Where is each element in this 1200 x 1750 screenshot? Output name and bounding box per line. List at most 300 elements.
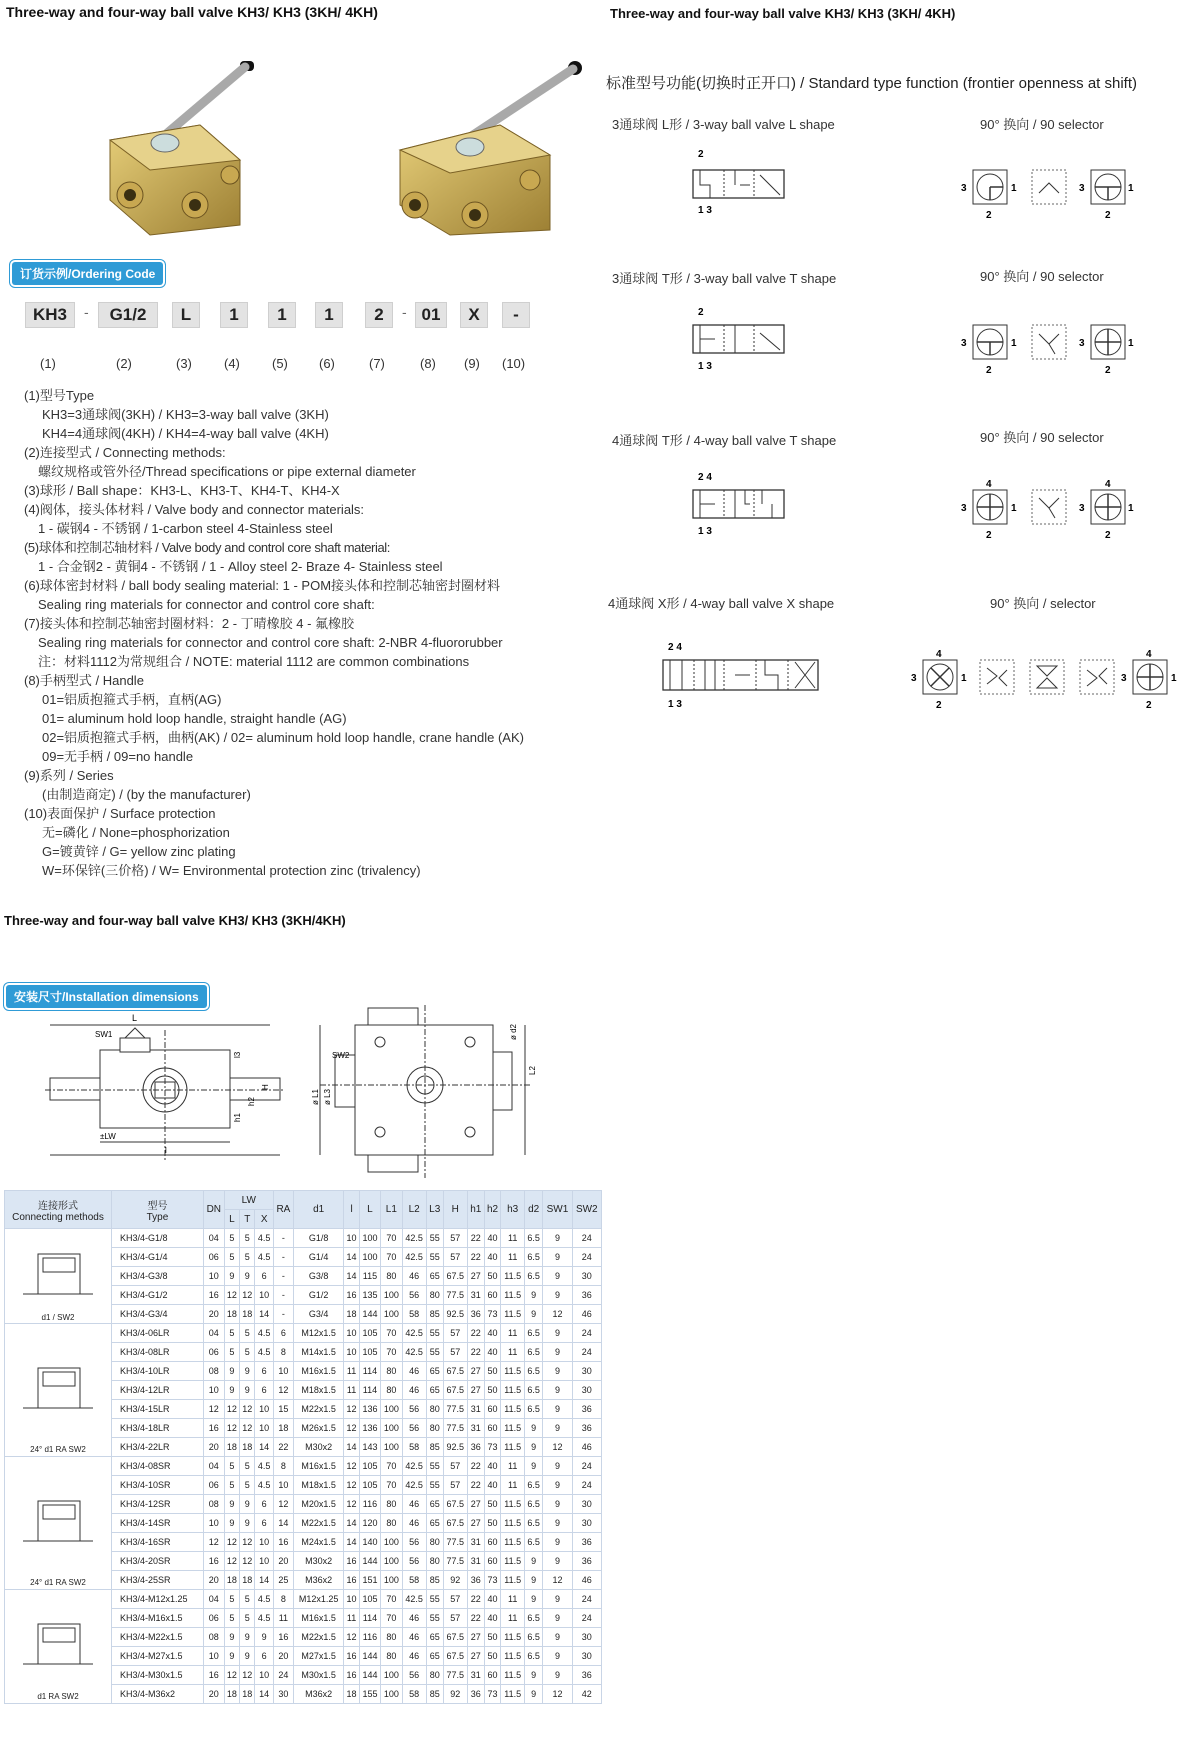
table-cell: 9 xyxy=(543,1628,572,1647)
table-cell: 6 xyxy=(255,1362,273,1381)
table-cell: 57 xyxy=(443,1229,467,1248)
table-cell: 140 xyxy=(359,1533,380,1552)
table-cell: M16x1.5 xyxy=(293,1362,343,1381)
selector-symbol-3t xyxy=(955,320,1135,380)
table-cell: 11 xyxy=(344,1609,359,1628)
type-cell: KH3/4-16SR xyxy=(112,1533,204,1552)
table-cell: 12 xyxy=(543,1685,572,1704)
table-cell: 31 xyxy=(467,1533,484,1552)
table-cell: 46 xyxy=(572,1305,601,1324)
table-cell: M18x1.5 xyxy=(293,1476,343,1495)
table-cell: M18x1.5 xyxy=(293,1381,343,1400)
table-cell: 4.5 xyxy=(255,1590,273,1609)
col-header: L3 xyxy=(426,1191,443,1229)
table-cell: 9 xyxy=(543,1362,572,1381)
svg-text:3: 3 xyxy=(961,503,967,514)
table-cell: 46 xyxy=(572,1571,601,1590)
svg-text:1: 1 xyxy=(1011,183,1017,194)
code-connection: G1/2 xyxy=(98,302,158,328)
table-cell: 6.5 xyxy=(524,1229,542,1248)
col-header: SW2 xyxy=(572,1191,601,1229)
table-cell: 4.5 xyxy=(255,1229,273,1248)
table-cell: 65 xyxy=(426,1381,443,1400)
table-cell: 60 xyxy=(484,1552,501,1571)
function-selector: 90° 换向 / 90 selector xyxy=(980,117,1104,132)
table-cell: 114 xyxy=(359,1362,380,1381)
valve-photo-3way xyxy=(90,55,280,245)
table-cell: 85 xyxy=(426,1438,443,1457)
table-cell: 77.5 xyxy=(443,1533,467,1552)
note-line: Sealing ring materials for connector and control core shaft: xyxy=(38,597,375,612)
type-cell: KH3/4-G1/4 xyxy=(112,1248,204,1267)
section2-title: Three-way and four-way ball valve KH3/ KH3 (3KH/4KH) xyxy=(4,913,346,928)
table-cell: 5 xyxy=(224,1343,239,1362)
table-cell: 6.5 xyxy=(524,1343,542,1362)
table-cell: 42.5 xyxy=(402,1229,426,1248)
dim-label: H xyxy=(261,1084,270,1090)
table-cell: 22 xyxy=(467,1476,484,1495)
code-number: (5) xyxy=(272,356,288,371)
table-cell: 24 xyxy=(572,1343,601,1362)
table-cell: 77.5 xyxy=(443,1400,467,1419)
note-line: (4)阀体，接头体材料 / Valve body and connector materials: xyxy=(24,502,365,517)
table-cell: 9 xyxy=(543,1400,572,1419)
table-cell: 6.5 xyxy=(524,1647,542,1666)
dim-label: ø L3 xyxy=(323,1088,332,1105)
dimensions-table xyxy=(4,1190,602,1704)
code-dash: - xyxy=(402,304,407,320)
function-name: 3通球阀 T形 / 3-way ball valve T shape xyxy=(612,271,837,286)
table-cell: 16 xyxy=(203,1286,224,1305)
circuit-symbol-4x xyxy=(660,640,825,715)
table-cell: 5 xyxy=(240,1229,255,1248)
table-cell: 9 xyxy=(543,1495,572,1514)
code-series: X xyxy=(460,302,488,328)
table-cell: 80 xyxy=(381,1381,402,1400)
table-cell: 114 xyxy=(359,1381,380,1400)
table-cell: 67.5 xyxy=(443,1495,467,1514)
table-cell: M26x1.5 xyxy=(293,1419,343,1438)
table-cell: 67.5 xyxy=(443,1647,467,1666)
table-cell: 22 xyxy=(467,1248,484,1267)
table-cell: 4.5 xyxy=(255,1476,273,1495)
table-cell: 9 xyxy=(543,1514,572,1533)
note-line: Sealing ring materials for connector and control core shaft: 2-NBR 4-fluororubber xyxy=(38,635,503,650)
col-header: SW1 xyxy=(543,1191,572,1229)
table-cell: 57 xyxy=(443,1590,467,1609)
type-cell: KH3/4-G3/8 xyxy=(112,1267,204,1286)
table-cell: 10 xyxy=(255,1533,273,1552)
table-cell: 100 xyxy=(381,1305,402,1324)
table-cell: 12 xyxy=(344,1476,359,1495)
dim-label: ø L1 xyxy=(311,1088,320,1105)
type-cell: KH3/4-M16x1.5 xyxy=(112,1609,204,1628)
table-cell: 18 xyxy=(240,1438,255,1457)
function-selector: 90° 换向 / 90 selector xyxy=(980,430,1104,445)
table-cell: M12x1.25 xyxy=(293,1590,343,1609)
table-cell: - xyxy=(273,1229,293,1248)
table-cell: 9 xyxy=(524,1438,542,1457)
table-cell: M30x1.5 xyxy=(293,1666,343,1685)
table-cell: - xyxy=(273,1248,293,1267)
table-cell: 9 xyxy=(543,1476,572,1495)
table-cell: 4.5 xyxy=(255,1609,273,1628)
note-line: (1)型号Type xyxy=(24,388,95,403)
table-cell: 16 xyxy=(273,1533,293,1552)
table-cell: 5 xyxy=(240,1609,255,1628)
table-cell: 6.5 xyxy=(524,1476,542,1495)
table-cell: 14 xyxy=(273,1514,293,1533)
table-cell: 144 xyxy=(359,1552,380,1571)
table-cell: 5 xyxy=(240,1248,255,1267)
function-title: 标准型号功能(切换时正开口) / Standard type function (frontier openness at shift) xyxy=(606,75,1138,92)
table-cell: 22 xyxy=(467,1590,484,1609)
table-cell: 36 xyxy=(572,1400,601,1419)
table-cell: 70 xyxy=(381,1324,402,1343)
svg-text:4: 4 xyxy=(986,479,992,490)
table-cell: 16 xyxy=(344,1647,359,1666)
table-cell: 6.5 xyxy=(524,1248,542,1267)
table-cell: 14 xyxy=(344,1438,359,1457)
table-cell: 5 xyxy=(240,1590,255,1609)
table-cell: 65 xyxy=(426,1628,443,1647)
code-number: (4) xyxy=(224,356,240,371)
table-cell: 100 xyxy=(359,1229,380,1248)
table-cell: 27 xyxy=(467,1628,484,1647)
table-cell: 12 xyxy=(543,1305,572,1324)
code-dash: - xyxy=(84,304,89,320)
table-cell: G3/4 xyxy=(293,1305,343,1324)
table-cell: 22 xyxy=(467,1609,484,1628)
table-cell: 67.5 xyxy=(443,1628,467,1647)
front-view-drawing xyxy=(310,1000,550,1180)
table-cell: 16 xyxy=(344,1666,359,1685)
table-cell: 5 xyxy=(240,1457,255,1476)
table-cell: 4.5 xyxy=(255,1457,273,1476)
table-cell: 42.5 xyxy=(402,1590,426,1609)
table-cell: 136 xyxy=(359,1400,380,1419)
table-cell: 57 xyxy=(443,1324,467,1343)
table-cell: 14 xyxy=(344,1248,359,1267)
table-cell: 46 xyxy=(572,1438,601,1457)
code-number: (6) xyxy=(319,356,335,371)
table-cell: M16x1.5 xyxy=(293,1457,343,1476)
code-body-material: 1 xyxy=(220,302,248,328)
table-cell: 92.5 xyxy=(443,1305,467,1324)
table-cell: 06 xyxy=(203,1476,224,1495)
table-cell: 92 xyxy=(443,1685,467,1704)
col-header: h3 xyxy=(501,1191,525,1229)
table-cell: 85 xyxy=(426,1305,443,1324)
table-cell: M16x1.5 xyxy=(293,1609,343,1628)
code-seal-material: 1 xyxy=(315,302,343,328)
type-cell: KH3/4-12LR xyxy=(112,1381,204,1400)
table-cell: 11 xyxy=(501,1229,525,1248)
table-cell: 46 xyxy=(402,1495,426,1514)
table-cell: 56 xyxy=(402,1666,426,1685)
table-cell: 24 xyxy=(572,1476,601,1495)
table-cell: 18 xyxy=(273,1419,293,1438)
table-cell: 9 xyxy=(240,1381,255,1400)
table-cell: 10 xyxy=(255,1400,273,1419)
table-cell: 8 xyxy=(273,1590,293,1609)
table-cell: 10 xyxy=(203,1647,224,1666)
table-cell: 9 xyxy=(543,1457,572,1476)
svg-text:1: 1 xyxy=(1128,183,1134,194)
table-cell: 30 xyxy=(572,1362,601,1381)
svg-text:3: 3 xyxy=(1079,183,1085,194)
table-cell: 46 xyxy=(402,1647,426,1666)
table-cell: 80 xyxy=(381,1267,402,1286)
table-cell: 12 xyxy=(240,1666,255,1685)
table-cell: 14 xyxy=(344,1514,359,1533)
table-cell: 80 xyxy=(426,1419,443,1438)
col-header: H xyxy=(443,1191,467,1229)
table-cell: 80 xyxy=(426,1286,443,1305)
table-cell: 27 xyxy=(467,1362,484,1381)
table-cell: 58 xyxy=(402,1438,426,1457)
table-cell: 50 xyxy=(484,1628,501,1647)
table-cell: 151 xyxy=(359,1571,380,1590)
table-cell: 11.5 xyxy=(501,1514,525,1533)
note-line: 1 - 碳钢4 - 不锈钢 / 1-carbon steel 4-Stainless steel xyxy=(38,521,333,536)
svg-text:4: 4 xyxy=(1146,649,1152,660)
svg-text:1: 1 xyxy=(1171,673,1177,684)
type-cell: KH3/4-25SR xyxy=(112,1571,204,1590)
table-cell: 22 xyxy=(467,1343,484,1362)
table-cell: 70 xyxy=(381,1248,402,1267)
table-cell: 12 xyxy=(543,1438,572,1457)
code-type: KH3 xyxy=(25,302,75,328)
code-number: (2) xyxy=(116,356,132,371)
table-cell: 10 xyxy=(344,1343,359,1362)
table-row xyxy=(5,1324,602,1343)
table-cell: 11.5 xyxy=(501,1552,525,1571)
connection-drawing-label: d1 RA SW2 xyxy=(37,1692,79,1701)
table-cell: 9 xyxy=(543,1552,572,1571)
table-cell: 14 xyxy=(255,1571,273,1590)
col-header: LW xyxy=(224,1191,273,1210)
type-cell: KH3/4-10SR xyxy=(112,1476,204,1495)
col-header: DN xyxy=(203,1191,224,1229)
table-cell: 20 xyxy=(273,1552,293,1571)
table-cell: 11.5 xyxy=(501,1571,525,1590)
table-cell: 42.5 xyxy=(402,1457,426,1476)
table-cell: 144 xyxy=(359,1647,380,1666)
svg-text:4: 4 xyxy=(1105,479,1111,490)
table-cell: 55 xyxy=(426,1324,443,1343)
code-number: (9) xyxy=(464,356,480,371)
note-line: 01= aluminum hold loop handle, straight handle (AG) xyxy=(42,711,347,726)
table-cell: 8 xyxy=(273,1343,293,1362)
table-cell: 30 xyxy=(572,1628,601,1647)
code-number: (7) xyxy=(369,356,385,371)
ordering-notes xyxy=(24,386,604,880)
table-cell: 60 xyxy=(484,1533,501,1552)
table-cell: 136 xyxy=(359,1419,380,1438)
table-cell: 85 xyxy=(426,1571,443,1590)
table-cell: 31 xyxy=(467,1666,484,1685)
table-cell: 42.5 xyxy=(402,1476,426,1495)
table-cell: 16 xyxy=(203,1552,224,1571)
table-cell: 16 xyxy=(344,1571,359,1590)
table-cell: 9 xyxy=(524,1286,542,1305)
table-cell: 11.5 xyxy=(501,1666,525,1685)
table-cell: 70 xyxy=(381,1343,402,1362)
table-cell: 6 xyxy=(255,1514,273,1533)
table-cell: 36 xyxy=(572,1419,601,1438)
table-cell: 40 xyxy=(484,1476,501,1495)
table-cell: 27 xyxy=(467,1267,484,1286)
table-cell: 10 xyxy=(255,1286,273,1305)
table-cell: M22x1.5 xyxy=(293,1514,343,1533)
note-line: (6)球体密封材料 / ball body sealing material: 1 - POM接头体和控制芯轴密封圈材料 xyxy=(24,578,501,593)
table-cell: 60 xyxy=(484,1419,501,1438)
table-cell: 9 xyxy=(224,1381,239,1400)
table-cell: 58 xyxy=(402,1305,426,1324)
table-cell: 11 xyxy=(501,1324,525,1343)
table-cell: 24 xyxy=(572,1229,601,1248)
table-cell: 6.5 xyxy=(524,1381,542,1400)
table-cell: 24 xyxy=(572,1324,601,1343)
table-cell: 16 xyxy=(203,1666,224,1685)
dim-label: l xyxy=(165,1146,167,1155)
table-cell: 22 xyxy=(273,1438,293,1457)
table-cell: 11 xyxy=(501,1609,525,1628)
svg-text:2: 2 xyxy=(986,530,992,541)
table-cell: 11 xyxy=(501,1590,525,1609)
table-cell: 9 xyxy=(224,1495,239,1514)
table-cell: 100 xyxy=(381,1400,402,1419)
table-cell: 30 xyxy=(273,1685,293,1704)
table-cell: 11.5 xyxy=(501,1381,525,1400)
col-header: d2 xyxy=(524,1191,542,1229)
circuit-symbol-4t xyxy=(690,470,790,545)
code-handle: 01 xyxy=(415,302,447,328)
table-cell: 15 xyxy=(273,1400,293,1419)
table-cell: 60 xyxy=(484,1400,501,1419)
code-ball-material: 1 xyxy=(268,302,296,328)
table-cell: 77.5 xyxy=(443,1286,467,1305)
table-cell: 70 xyxy=(381,1476,402,1495)
table-cell: 20 xyxy=(203,1438,224,1457)
table-cell: 55 xyxy=(426,1343,443,1362)
table-row xyxy=(5,1457,602,1476)
table-cell: 50 xyxy=(484,1362,501,1381)
svg-text:1: 1 xyxy=(961,673,967,684)
connection-drawing xyxy=(5,1590,112,1704)
table-cell: 11.5 xyxy=(501,1267,525,1286)
note-line: 螺纹规格或管外径/Thread specifications or pipe external diameter xyxy=(38,464,416,479)
note-line: (5)球体和控制芯轴材料 / Valve body and control core shaft material: xyxy=(24,540,390,555)
table-cell: 16 xyxy=(273,1628,293,1647)
table-cell: 5 xyxy=(224,1229,239,1248)
table-cell: 105 xyxy=(359,1324,380,1343)
table-cell: 12 xyxy=(224,1286,239,1305)
col-header: l xyxy=(344,1191,359,1229)
table-cell: 9 xyxy=(255,1628,273,1647)
table-cell: 30 xyxy=(572,1495,601,1514)
note-line: 无=磷化 / None=phosphorization xyxy=(42,825,230,840)
table-cell: 67.5 xyxy=(443,1267,467,1286)
table-cell: 6 xyxy=(255,1495,273,1514)
table-cell: 46 xyxy=(402,1609,426,1628)
type-cell: KH3/4-M22x1.5 xyxy=(112,1628,204,1647)
table-cell: 50 xyxy=(484,1381,501,1400)
svg-text:2: 2 xyxy=(986,365,992,376)
table-cell: 12 xyxy=(224,1419,239,1438)
table-cell: 30 xyxy=(572,1514,601,1533)
note-line: (3)球形 / Ball shape：KH3-L、KH3-T、KH4-T、KH4-X xyxy=(24,483,340,498)
table-cell: 36 xyxy=(467,1685,484,1704)
table-cell: 55 xyxy=(426,1609,443,1628)
table-cell: 11.5 xyxy=(501,1647,525,1666)
table-cell: 11.5 xyxy=(501,1419,525,1438)
type-cell: KH3/4-M30x1.5 xyxy=(112,1666,204,1685)
table-cell: 70 xyxy=(381,1229,402,1248)
table-cell: M30x2 xyxy=(293,1438,343,1457)
table-cell: 25 xyxy=(273,1571,293,1590)
table-cell: 10 xyxy=(203,1381,224,1400)
valve-photo-4way xyxy=(390,55,590,245)
function-name: 4通球阀 X形 / 4-way ball valve X shape xyxy=(608,596,835,611)
table-cell: 12 xyxy=(203,1400,224,1419)
table-cell: 9 xyxy=(543,1248,572,1267)
table-cell: 9 xyxy=(524,1419,542,1438)
table-cell: 56 xyxy=(402,1552,426,1571)
table-cell: 22 xyxy=(467,1229,484,1248)
page-header-right: Three-way and four-way ball valve KH3/ KH3 (3KH/ 4KH) xyxy=(610,6,956,21)
table-cell: 10 xyxy=(273,1362,293,1381)
table-cell: 4.5 xyxy=(255,1343,273,1362)
connection-drawing xyxy=(5,1229,112,1324)
table-cell: 50 xyxy=(484,1267,501,1286)
table-cell: 46 xyxy=(402,1362,426,1381)
table-cell: 9 xyxy=(524,1305,542,1324)
table-cell: 10 xyxy=(255,1666,273,1685)
table-cell: M20x1.5 xyxy=(293,1495,343,1514)
table-cell: 80 xyxy=(381,1495,402,1514)
type-cell: KH3/4-22LR xyxy=(112,1438,204,1457)
table-cell: 5 xyxy=(240,1343,255,1362)
svg-text:1: 1 xyxy=(1128,503,1134,514)
table-cell: 04 xyxy=(203,1590,224,1609)
table-cell: 143 xyxy=(359,1438,380,1457)
table-cell: 73 xyxy=(484,1571,501,1590)
table-cell: 6 xyxy=(255,1381,273,1400)
table-cell: 22 xyxy=(467,1457,484,1476)
table-cell: 9 xyxy=(224,1647,239,1666)
svg-text:3: 3 xyxy=(1121,673,1127,684)
table-cell: 22 xyxy=(467,1324,484,1343)
table-cell: 16 xyxy=(203,1419,224,1438)
table-cell: 100 xyxy=(381,1533,402,1552)
note-line: (8)手柄型式 / Handle xyxy=(24,673,144,688)
table-cell: 12 xyxy=(273,1495,293,1514)
table-cell: 50 xyxy=(484,1514,501,1533)
table-cell: 18 xyxy=(344,1685,359,1704)
dim-label: l3 xyxy=(233,1051,242,1058)
table-cell: M22x1.5 xyxy=(293,1628,343,1647)
table-cell: 65 xyxy=(426,1362,443,1381)
table-cell: 18 xyxy=(224,1438,239,1457)
table-cell: 67.5 xyxy=(443,1381,467,1400)
table-cell: 55 xyxy=(426,1248,443,1267)
table-cell: 80 xyxy=(381,1647,402,1666)
table-cell: 5 xyxy=(224,1324,239,1343)
function-name: 4通球阀 T形 / 4-way ball valve T shape xyxy=(612,433,837,448)
note-line: (9)系列 / Series xyxy=(24,768,114,783)
